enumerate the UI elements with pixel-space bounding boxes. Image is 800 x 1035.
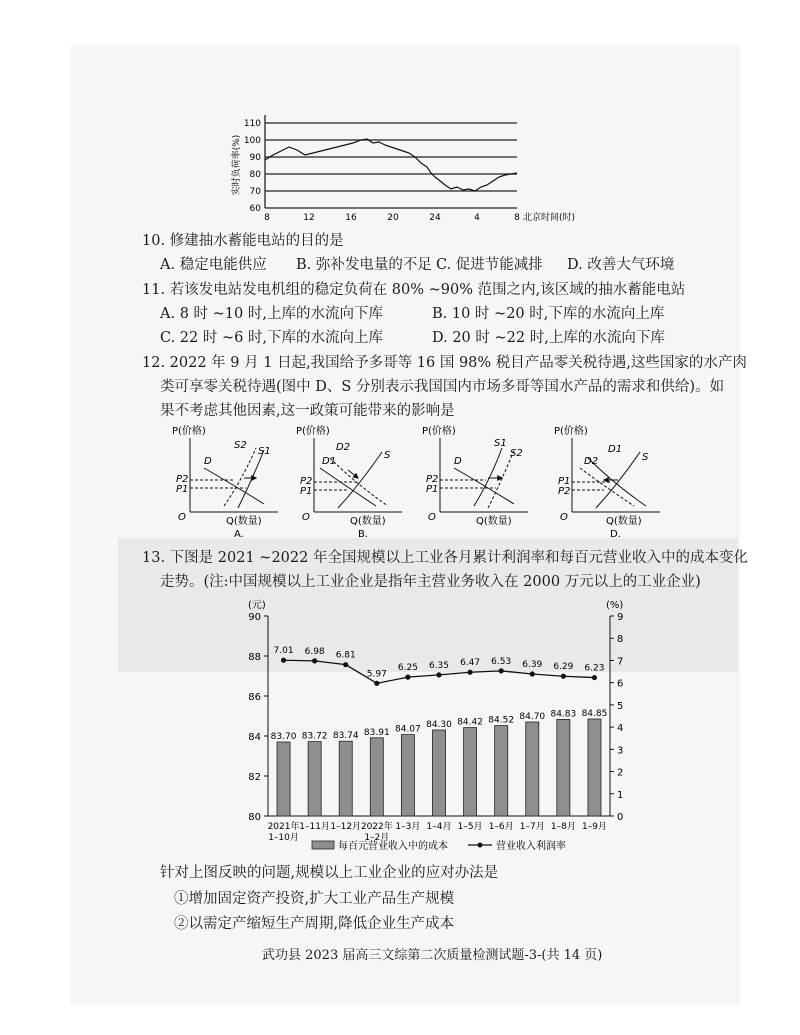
graph-a-label: P2 [176,474,189,485]
cost-bar-label: 84.42 [457,717,483,728]
graph-d-label: S [642,452,649,463]
graph-c-label: S1 [494,438,507,449]
graph-a-label: O [178,512,186,523]
cost-bar [557,719,570,816]
profit-rate-label: 6.98 [304,646,325,657]
graph-d-label: D2 [584,456,599,467]
graph-c-label: D [454,456,462,467]
profit-rate-label: 7.01 [273,646,294,657]
right-axis-unit: (%) [606,600,624,611]
graph-d-label: P2 [558,486,571,497]
cost-bar [277,742,290,816]
q13-option-1: ①增加固定资产投资,扩大工业产品生产规模 [174,891,455,907]
load-chart-xticks [264,213,520,223]
load-ytick: 60 [249,204,261,214]
left-tick-label: 82 [248,772,261,783]
load-ytick: 100 [243,136,261,146]
x-tick-label: 1–11月 [299,822,330,832]
q12-line-2: 类可享零关税待遇(图中 D、S 分别表示我国国内市场多哥等国水产品的需求和供给)。如 [160,379,725,395]
x-tick-label: 1–4月 [426,822,452,832]
graph-b-x-axis: Q(数量) [350,516,386,527]
graph-c-y-axis: P(价格) [422,426,456,437]
x-tick-label: 1–5月 [457,822,483,832]
graph-b [296,424,402,539]
x-tick-label: 1–3月 [395,822,421,832]
x-tick-label: 1–2月 [364,833,390,843]
right-tick-label: 7 [617,656,624,668]
q10-option-b: B. 弥补发电量的不足 [296,257,432,273]
cost-bar [526,722,539,816]
profit-rate-point [467,670,472,675]
graph-b-label: P2 [300,476,313,487]
cost-bar-label: 84.52 [488,715,515,726]
load-xtick: 8 [264,213,270,223]
right-tick-label: 3 [617,745,624,757]
cost-bar-label: 83.70 [270,732,297,742]
graph-b-label: D1 [322,456,337,467]
profit-rate-label: 6.53 [491,656,512,667]
load-chart-xlabel: 北京时间(时) [523,213,576,223]
left-tick-label: 84 [248,732,261,743]
load-rate-chart [225,105,585,225]
graph-d-label: P1 [558,476,571,487]
cost-bar-label: 84.83 [550,709,577,720]
legend-line-label: 营业收入利润率 [496,841,566,852]
right-tick-label: 4 [617,723,624,735]
left-tick-label: 80 [248,812,261,823]
cost-bar [370,738,383,816]
q10-stem: 10. 修建抽水蓄能电站的目的是 [142,233,344,249]
load-xtick: 4 [474,213,480,223]
graph-a [172,424,278,539]
graph-a-label: D [204,456,212,467]
profit-rate-point [561,674,566,679]
cost-bar-label: 83.72 [301,731,328,742]
load-ytick: 90 [249,153,261,163]
profit-rate-label: 5.97 [366,669,387,680]
profit-rate-label: 6.25 [397,663,418,674]
load-xtick: 24 [429,213,441,223]
graph-d [554,424,660,539]
x-tick-label: 1–7月 [519,822,545,832]
cost-bar [432,730,445,816]
cost-bar-label: 84.30 [426,720,452,730]
q11-stem: 11. 若该发电站发电机组的稳定负荷在 80% ~90% 范围之内,该区域的抽水蓄能电站 [142,282,686,298]
graph-b-label: D2 [336,442,351,453]
profit-rate-point [374,681,379,686]
right-tick-label: 2 [617,767,624,779]
profit-rate-point [312,658,317,663]
supply-demand-graphs [160,424,670,539]
load-chart-ylabel: 实时负荷率(%) [232,134,242,196]
cost-bar-label: 83.91 [363,727,390,738]
q11-option-c: C. 22 时 ~6 时,下库的水流向上库 [160,330,384,346]
profit-rate-point [592,675,597,680]
load-curve [265,139,517,191]
x-tick-label: 2022年 [360,822,393,832]
chart-legend [312,839,566,852]
profit-rate-point [343,662,348,667]
profit-rate-label: 6.29 [553,662,574,673]
right-tick-label: 9 [617,612,624,623]
profit-rate-label: 6.35 [428,660,450,671]
profit-rate-label: 6.81 [335,650,356,661]
cost-bar [401,735,414,816]
q11-option-a: A. 8 时 ~10 时,上库的水流向下库 [160,306,383,322]
graph-b-label: S [384,450,391,461]
graph-d-x-axis: Q(数量) [606,516,642,527]
q11-option-b: B. 10 时 ~20 时,下库的水流向上库 [432,306,665,322]
profit-rate-point [499,668,504,673]
cost-bar [464,728,477,816]
left-axis-unit: (元) [248,600,266,611]
profit-rate-point [436,672,441,677]
right-tick-label: 0 [617,812,624,823]
q12-line-3: 果不考虑其他因素,这一政策可能带来的影响是 [160,403,455,419]
left-tick-label: 86 [248,692,261,703]
cost-bar [588,719,601,816]
q10-option-d: D. 改善大气环境 [567,257,675,273]
graph-c-label: P2 [426,474,439,485]
x-tick-label: 1–6月 [488,822,514,832]
right-tick-label: 5 [617,700,624,712]
right-tick-label: 8 [617,634,624,646]
graph-b-y-axis: P(价格) [296,426,330,437]
left-tick-label: 90 [248,612,261,623]
right-tick-label: 1 [617,789,624,801]
graph-a-y-axis: P(价格) [172,426,206,437]
profit-rate-point [405,675,410,680]
profit-rate-point [281,658,286,663]
load-xtick: 16 [345,213,357,223]
profit-cost-chart [220,596,660,858]
q13-option-2: ②以需定产缩短生产周期,降低企业生产成本 [174,916,455,932]
q11-option-d: D. 20 时 ~22 时,上库的水流向下库 [432,330,665,346]
q12-line-1: 12. 2022 年 9 月 1 日起,我国给予多哥等 16 国 98% 税目产品零关税待遇,这些国家的水产肉 [142,355,747,371]
q13-prompt: 针对上图反映的问题,规模以上工业企业的应对办法是 [160,865,499,881]
load-chart-yticks [244,119,261,214]
load-ytick: 80 [249,170,261,180]
page-footer: 武功县 2023 届高三文综第二次质量检测试题-3-(共 14 页) [262,948,603,963]
x-tick-label: 1–8月 [550,822,576,832]
cost-bar [339,741,352,816]
profit-rate-label: 6.39 [522,660,543,670]
profit-rate-label: 6.23 [584,663,605,674]
load-ytick: 70 [249,187,261,197]
x-tick-label: 2021年 [267,822,300,832]
graph-a-label: P1 [176,484,189,495]
graph-c-label: S2 [510,448,523,459]
legend-line-marker [478,843,483,848]
graph-d-y-axis: P(价格) [554,426,588,437]
graph-c-label: O [428,512,436,523]
q10-option-c: C. 促进节能减排 [436,257,543,273]
legend-bar-label: 每百元营业收入中的成本 [338,841,448,852]
graph-d-label: O [560,512,568,523]
profit-rate-label: 6.47 [460,658,481,669]
graph-d-letter: D. [610,529,621,539]
left-tick-label: 88 [248,652,261,663]
graph-a-label: S1 [258,446,271,457]
q10-option-a: A. 稳定电能供应 [160,257,267,273]
graph-a-x-axis: Q(数量) [226,516,262,527]
x-tick-label: 1–9月 [581,822,607,832]
graph-a-letter: A. [234,529,244,539]
load-xtick: 8 [514,213,520,223]
graph-b-label: O [302,512,310,523]
cost-bar [308,742,321,816]
graph-c [422,424,528,527]
graph-a-label: S2 [234,440,247,451]
legend-bar-swatch [312,841,334,849]
graph-b-letter: B. [358,529,369,539]
load-ytick: 110 [243,119,261,129]
x-tick-label: 1–12月 [330,822,362,832]
load-xtick: 12 [303,213,315,223]
x-tick-label: 1–10月 [268,833,299,843]
load-chart-gridlines [265,115,517,208]
cost-bar-label: 84.07 [395,724,421,735]
graph-c-x-axis: Q(数量) [476,516,512,527]
cost-bar-label: 83.74 [332,731,359,742]
cost-bar [495,726,508,816]
graph-d-label: D1 [608,444,623,455]
q13-line-1: 13. 下图是 2021 ~2022 年全国规模以上工业各月累计利润率和每百元营业收入中的成本变化 [142,550,748,566]
q13-line-2: 走势。(注:中国规模以上工业企业是指年主营业务收入在 2000 万元以上的工业企业) [160,574,701,590]
cost-bar-label: 84.70 [519,712,546,722]
graph-c-label: P1 [426,484,439,495]
cost-bar-label: 84.85 [581,709,608,719]
graph-b-label: P1 [300,486,313,497]
right-tick-label: 6 [617,678,624,690]
load-xtick: 20 [387,213,399,223]
profit-rate-point [530,671,535,676]
